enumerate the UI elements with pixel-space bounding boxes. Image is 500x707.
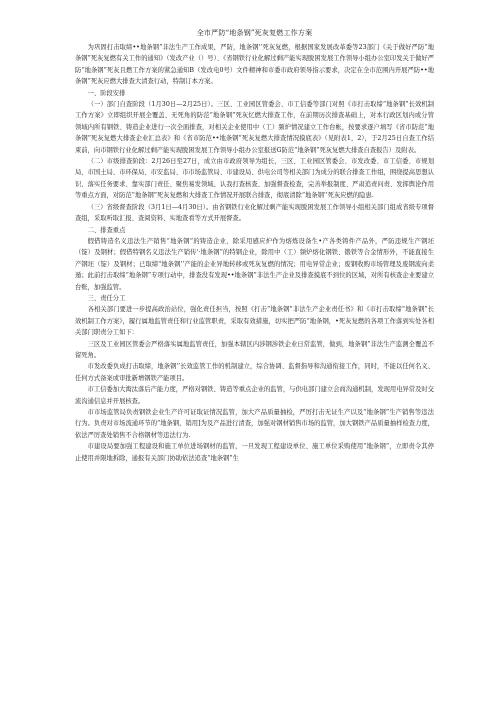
paragraph: 各相关部门要进一步提高政治站位，强化责任担当，按照《打击“地条钢”非法生产企业责任书》和《市打击取缔“地条钢”长效机制工作方案》，履行属地监管责任和行业监管职责，采取有效措施，切实把严防“地条钢，•死灰复燃的各项工作落到实处各相关部门职责分工如下： xyxy=(75,306,434,337)
paragraph: 市市场监管局负责钢铁企业生产许可证取证情况监管，加大产品质量抽检，严厉打击无证生产以及“地条钢”生产销售等违法行为。负责对市场流通环节的“地条钢，销用]为及产品进行清查，加强对钢材销售市场的监管，加大钢铁产品质量抽样检查力度，依法严厉查处销售不合格钢材等违法行为. xyxy=(75,409,434,439)
paragraph: 三区及工业园区管委会严格落实属地监管责任，加强本辖区内涉钢涉铁企业日常监管，做到，地条钢”非法生产监测全覆盖不留死角。 xyxy=(75,340,434,359)
paragraph: 为巩固打击取缔••地条钢”非法生产工作成果，严防，地条钢'’死灰复燃，根据国家发展改革委等23部门《关于做好严防“地条钢”死灰复燃有关工作的通知》（发改产业（）号）、《省钢铁行业化解过剩产能实现脱困发展工作领导小组办公室印发关于做好严防“地条钢”死灰且燃工作方案的紧急通知B（发改电0号）文件精神和市委市政府领导指示要求，决定在全市范围内开展严防••地条钢”死灰应燃大排查大清查行动，特制订本方案。 xyxy=(75,44,434,86)
document-title: 全市严防“地条钢”死灰复燃工作方案 xyxy=(196,29,313,37)
paragraph: （一）部门自查阶段（1月30日—2月25日）。三区、工业园区管委会、市工信委等部门对照《市打击取缔“地条钢”长效机制工作方案》立即组织开展全覆盖、无死角的防范“地条钢”死灰忆燃大排查工作，在前期历次排查基础上，对本行政区划内或分管领域内所有钢铁、铸造企业进行一次全面排查，对相关企业使用中（工）频炉情况建立工作台帐，按要求逐户填写《省市防范“地条钢”死灰复燃大排查企业汇总表》和《省市防范••地条钢”死灰复燃大排查情况摸底表》（见附表1，2），于2月25日自查工作结束前，向市钢铁行业化解过剩产能实现脱困发展工作领导小组办公室报送G防范“地条钢”死灰复燃大排查自查报告）及附表。 xyxy=(75,101,434,154)
section-heading: 一、阶段安排 xyxy=(87,89,126,97)
paragraph: 假借铸造名义违法生产销售“地条钢”的铸造企业，除采用感应炉作为熔炼设备生•产各类铸件产品外，严防违规生产钢坯（锭）及钢材；假借特钢名义违法生产销传'·地条钢”的特钢企业，除用中（工）频炉熔化钢铁、锻铁等合金情形外，不能直接生产钢坯（锭）及钢材；已取缔"地条钢'’产能的企业异地转移或死灰复燃的情况；用电异常企业；废钢收购市场管理及废钢流向柔遁；此前打击取缔“地条钢”专项行动中，排查没有发现••地条钢”非法生产企业及排查摸底不到位的区域，对所有核查企业要建立台账，加强监管。 xyxy=(75,237,434,291)
document-body xyxy=(75,42,434,464)
section-heading: 二、排查重点 xyxy=(87,226,126,234)
section-heading: 三、责任分工 xyxy=(87,294,126,302)
paragraph: 市工信委加大淘汰落后产能力度，严格对钢铁、铸造等重点企业的监管，与供电部门建立会商沟通机制，发现用电异常及时交流沟通信息并开展核查。 xyxy=(75,386,434,405)
paragraph: （三）省级督查阶段（3月1日—4月30日）。由省钢铁行业化解过剩产能实现脱困发展工作领导小组相关部门组成省级专项督查组，采取听取汇报、查阅资料、实地查看等方式开展督查。 xyxy=(75,203,434,223)
paragraph: 市发改委负成打击取缔，地条钢'’长效监管工作的机制建立，综合协调、监督指导和沟通衔接工作，同时，不能以任何名义、任何方式备案或审批新增钢铁产能项目。 xyxy=(75,363,434,382)
paragraph: 市建设局要加强工程建设和施工单位进场钢材的监管，一旦发现工程建设单位、施工单位采购使用“地条钢”，立即责令其停止使用并限地拆除，通报有关部门协助依法追查“地条钢”生 xyxy=(75,443,434,462)
paragraph: （二）市级排查阶段：2月26日至27日，成立由市政府领导为组长，三区、工业园区管委会、市发改委、市工信委、市规划局、市国土局、市环保局、市安监局、市市场监管局、市建设局、供电公司等相关部门为成分的联合排查工作组，围绕提高思想认识、落实任务要求、靠实部门责任、聚焦易发领域、认我打查核查、加强督查检查，完善举报制度、严肃追责问责、发挥舆论作用等重点方面，对防范“地条钢”死灰复燃和大排查工作情况开展联合排查，彻底清除“地条钢'’死灰应燃的隐患. xyxy=(75,158,434,200)
